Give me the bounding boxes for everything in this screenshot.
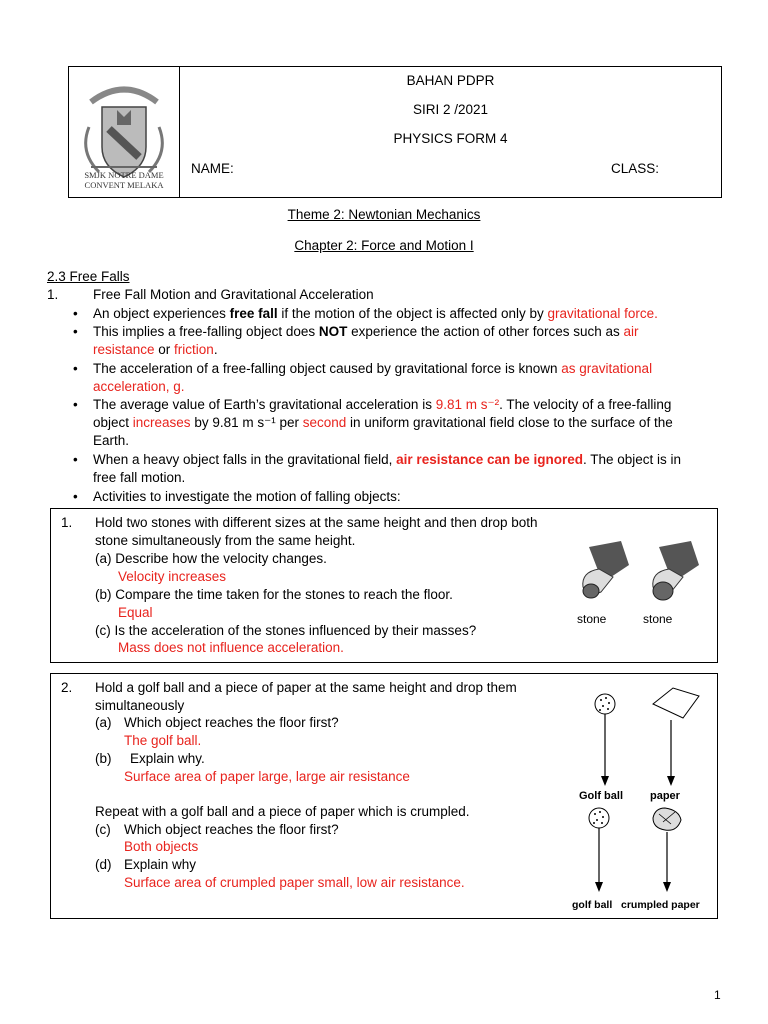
question-b: Explain why. xyxy=(130,751,205,766)
answer-a: The golf ball. xyxy=(124,733,202,748)
question-b-label: (b) xyxy=(95,751,112,766)
answer-c: Mass does not influence acceleration. xyxy=(118,640,344,655)
question-a: (a) Describe how the velocity changes. xyxy=(95,551,327,566)
paper-label: paper xyxy=(650,790,680,802)
section-title: 2.3 Free Falls xyxy=(47,269,130,284)
answer-c: Both objects xyxy=(124,839,199,854)
question-d-label: (d) xyxy=(95,857,112,872)
question-d: Explain why xyxy=(124,857,197,872)
page-number: 1 xyxy=(714,988,721,1002)
stone-label-2: stone xyxy=(643,612,673,626)
stone-label-1: stone xyxy=(577,612,607,626)
repeat-instruction: Repeat with a golf ball and a piece of paper which is crumpled. xyxy=(95,804,470,819)
answer-d: Surface area of crumpled paper small, low air resistance. xyxy=(124,875,465,890)
logo-text-line2: CONVENT MELAKA xyxy=(84,180,164,190)
bullet-dot-icon: • xyxy=(73,361,78,376)
activity-text-line2: stone simultaneously from the same height. xyxy=(95,533,356,548)
activity-box-2 xyxy=(50,673,718,919)
question-c-label: (c) xyxy=(95,822,111,837)
name-label: NAME: xyxy=(191,161,234,176)
bullet-dot-icon: • xyxy=(73,489,78,504)
question-c: (c) Is the acceleration of the stones influenced by their masses? xyxy=(95,623,477,638)
golf-ball-paper-figure xyxy=(573,682,713,794)
answer-b: Surface area of paper large, large air resistance xyxy=(124,769,410,784)
activity-text-line2: simultaneously xyxy=(95,698,185,713)
golf-ball-crumpled-paper-figure xyxy=(567,806,707,898)
activity-number: 1. xyxy=(61,515,73,530)
answer-a: Velocity increases xyxy=(118,569,227,584)
golf-ball-label: Golf ball xyxy=(579,790,623,802)
header-subject: PHYSICS FORM 4 xyxy=(393,131,508,146)
class-label: CLASS: xyxy=(611,161,660,176)
question-b: (b) Compare the time taken for the stones to reach the floor. xyxy=(95,587,453,602)
chapter-title: Chapter 2: Force and Motion I xyxy=(294,238,474,253)
answer-b: Equal xyxy=(118,605,153,620)
header-box xyxy=(68,66,722,198)
subsection-number: 1. xyxy=(47,287,59,302)
question-a: Which object reaches the floor first? xyxy=(124,715,339,730)
bullet-dot-icon: • xyxy=(73,324,78,339)
activity-number: 2. xyxy=(61,680,73,695)
bullet-dot-icon: • xyxy=(73,306,78,321)
question-a-label: (a) xyxy=(95,715,112,730)
crumpled-paper-label: crumpled paper xyxy=(621,899,700,911)
header-series: SIRI 2 /2021 xyxy=(412,102,489,117)
activity-box-1 xyxy=(50,508,718,663)
activity-text-line1: Hold two stones with different sizes at the same height and then drop both xyxy=(95,515,538,530)
theme-title: Theme 2: Newtonian Mechanics xyxy=(287,207,481,222)
bullet-dot-icon: • xyxy=(73,397,78,412)
question-c: Which object reaches the floor first? xyxy=(124,822,339,837)
header-title: BAHAN PDPR xyxy=(406,73,495,88)
golf-ball-label-2: golf ball xyxy=(572,899,613,911)
subsection-title: Free Fall Motion and Gravitational Acceleration xyxy=(93,287,374,302)
school-logo xyxy=(69,67,180,197)
bullet-dot-icon: • xyxy=(73,452,78,467)
logo-text-line1: SMJK NOTRE DAME xyxy=(84,170,164,180)
activity-text-line1: Hold a golf ball and a piece of paper at the same height and drop them xyxy=(95,680,517,695)
